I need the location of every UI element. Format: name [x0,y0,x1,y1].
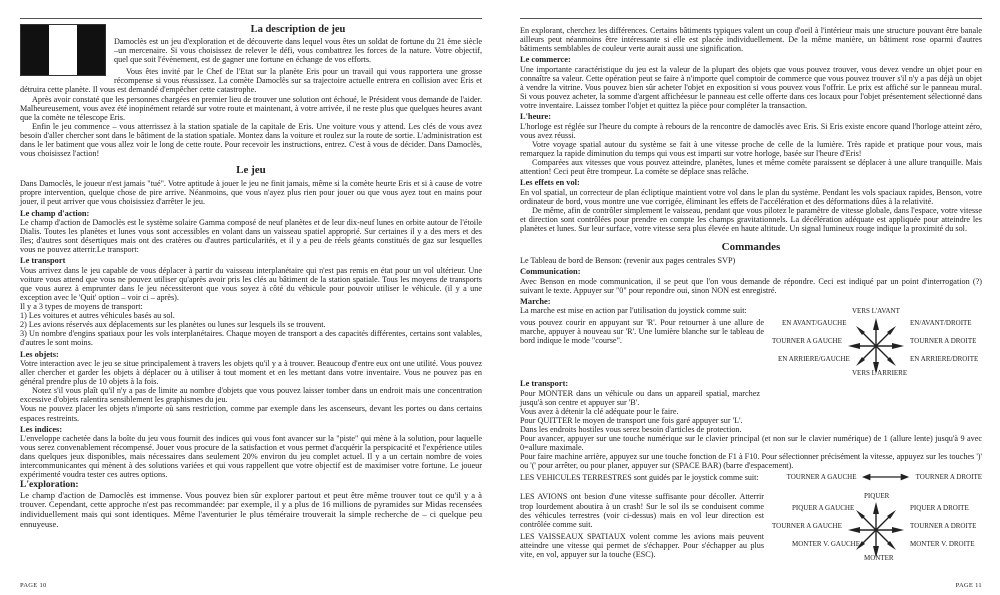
list-item: 1) Les voitures et autres véhicules basés au sol. [20,311,175,321]
dir-downright-label: EN ARRIERE/DROITE [910,355,979,364]
compass-arrows-icon [846,316,906,376]
list-item: 2) Les avions réservés aux déplacements sur les planètes ou lunes sur lesquels ils se trouvent. [20,320,326,330]
walk-direction-diagram [772,307,982,379]
paragraph: Comparées aux vitesses que vous pouvez atteindre, planètes, lunes et même comète paraissent se déplacer à une allure tranquille. Mais attention! Ceci peut être trompeur. La comète se déplace snas relâche. [520,157,982,177]
subheading: Le champ d'action: [20,208,90,218]
transport-list [20,302,482,347]
paragraph: LES AVIONS ont besion d'une vitesse suffisante pour décoller. Atterrir trop lourdement aboutira à un crash! Sur le sol ils se conduisent comme des véhicules terrestres (voir ci-dessus) mais en vol leur direction est contrôlée comme suit. [520,492,764,529]
subheading: Le commerce: [520,55,571,65]
paragraph: Pour avancer, appuyer sur une touche numérique sur le clavier principal (et non sur le clavier numérique) de 1 (allure lente) jusqu'à 9 avec 0=allure maximale. [520,434,982,453]
subheading: Les indices: [20,424,63,434]
dir-right-label: TOURNER A DROITE [910,337,977,346]
paragraph: De même, afin de contrôler simplement le vaisseau, pendant que vous pilotez le paramètre de vitesse globale, dans l'espace, votre vitesse et direction sont contrôlées pour prendre en compte les champs gravitationnels. La décélération adéquate est appliquée pour atteindre les planètes et lunes. Sur leur surface, votre vitesse sera plus élevée en haute altitude. Un signal lumineux rouge indique la proximité du sol. [520,205,982,233]
subheading: Les effets en vol: [520,178,580,188]
paragraph: L'enveloppe cachetée dans la boîte du jeu vous fournit des indices qui vous font avancer sur la "piste" qui mène à la solution, pour laquelle vous serez convenablement récompensé. Jouer vous procure de la satisfaction et vous permet d'acquérir la perspicacité et l'expérience utiles dans quelques jeux disponibles, mais nécessaires dans seulement 20% environ du jeu complet actuel. Il y a un certain nombre de voies intercommunicantes qui mènent à des solutions variées et qui vous rappellent que votre objectif est de maximiser votre fortune. Le joueur expérimenté voudra tester ces autres options. [20,434,482,480]
dir-downleft-label: EN ARRIERE/GAUCHE [778,355,850,364]
paragraph: Le champ d'action de Damoclès est le système solaire Gamma composé de neuf planètes et de leur dix-neuf lunes en orbite autour de l'étoile Dialis. Toutes les planètes et lunes vous sont accessibles en volant dans un vaisseau spatiel approprié. Sur certaines il y a des mers et des îles; d'autres sont désertiques mais ont des cratères ou d'autres particularités, et il y a peu de réels géants constitués de gaz sur lesquelles vous ne pouvez atterrir.Le transport: [20,217,482,255]
paragraph: Pour faire machine arrière, appuyez sur une touche fonction de F1 à F10. Pour sélectionner précisément la vitesse, appuyez sur les touches ')' ou '(' pour arrêter, ou pour planer, appuyer sur (SPACE BAR) (barre d'espacement). [520,452,982,471]
subheading: Marche: [520,296,551,306]
flight-direction-diagram [772,492,982,564]
dir-downleft-label: MONTER V. GAUCHE [792,540,860,549]
left-column [20,24,482,529]
ground-vehicle-row [520,472,982,482]
subheading: Le transport: [520,379,569,389]
top-rule [20,18,482,19]
subheading: Communication: [520,267,581,277]
page-number: PAGE 10 [20,582,47,589]
paragraph: Pour QUITTER le moyen de transport une fois garé appuyer sur 'L'. [520,415,743,425]
compass-arrows-icon [846,500,906,560]
dir-down-label: MONTER [864,554,894,563]
dir-left-label: TOURNER A GAUCHE [772,522,842,531]
veh-right-label: TOURNER A DROITE [915,472,982,481]
list-item: Il y a 3 types de moyens de transport: [20,302,143,312]
paragraph: En vol spatial, un correcteur de plan écliptique maintient votre vol dans le plan du système. Pendant les vols spaciaux rapides, Benson, votre ordinateur de bord, vous montre une vue corrigée, éliminant les effets de l'accélération et des déformations dûes à la relativité. [520,187,982,206]
page-number: PAGE 11 [955,582,982,589]
dir-up-label: PIQUER [864,492,890,501]
paragraph: Vous êtes invité par le Chef de l'Etat sur la planète Eris pour un travail qui vous rapportera une grosse récompense si vous réussissez. La comète Damoclès sur sa trajectoire actuelle entrera en collision avec Eris et détruira cette planète. Il vous est demandé d'empêcher cette catastrophe. [20,67,482,95]
subheading: Les objets: [20,349,59,359]
section-title: Commandes [721,241,781,253]
paragraph: En explorant, cherchez les différences. Certains bâtiments typiques valent un coup d'oeil à l'intérieur mais une structure pouvant être banale ailleurs peut néanmoins être intéressante si elle est placée individuellement. De la même manière, un bâtiment rose oparmi d'autres bâtiments semblables de couleur verte aurait aussi une signification. [520,26,982,54]
paragraph: Dans Damoclès, le joueur n'est jamais "tué". Votre aptitude à jouer le jeu ne finit jamais, même si la comète heurte Eris et si à cause de votre propre intervention, quelque chose de pire arrive. Néanmoins, que vous n'ayez plus rien pour jouer ou que vous ayez tout en mains pour jouer, il peut arriver que vous choisissiez d'arrêter le jeu. [20,179,482,207]
right-column [520,26,982,564]
paragraph: Enfin le jeu commence – vous atterrissez à la station spatiale de la capitale de Eris. Une voiture vous y attend. Les clés de vous avez besoin d'aller chercher sont dans le bâtiment de la station spatiale. Montez dans la voiture et roulez sur la route de sortie. L'administration est dans le ler batiment que vous allez voir le long de cette route. Pour recevoir les instructions, entrez. C'est à vous de décider. Dans Damoclès, vous choisissez l'action! [20,121,482,159]
paragraph: Une importante caractéristique du jeu est la valeur de la plupart des objets que vous pouvez trouver, vous devez vendre un objet pour en connaître sa valeur. Cette opération peut se faire à n'importe quel comptoir de commerce que vous pouvez trouver s'il n'y a pas déjà un objet à vendre la vitrine. Vous pouvez bien sûr acheter l'objet en exposition si vous pouvez vous l'offrir. Le prix est affiché sur le panneau mural. Si vous pouvez acheter, la somme d'argent affichéesur le panneau est celle offerte dans ces locaux pour l'objet présentement sélectionné dans votre inventaire. Laissez tomber l'objet et quittez la pièce pour compléter la transaction. [520,64,982,111]
dir-upleft-label: PIQUER A GAUCHE [792,504,855,513]
paragraph: LES VEHICULES TERRESTRES sont guidés par le joystick comme suit: [520,472,759,482]
flight-block [520,492,982,564]
subheading: Le transport [20,256,66,266]
paragraph: Notez s'il vous plaît qu'il n'y a pas de limite au nombre d'objets que vous pouvez laisser tomber dans un endroit mais une concentration excessive d'objets ralentira sensiblement les graphismes du jeu. [20,386,482,405]
dir-left-label: TOURNER A GAUCHE [772,337,842,346]
dir-upright-label: PIQUER A DROITE [910,504,969,513]
paragraph: Vous avez à détenir la clé adéquate pour le faire. [520,406,679,416]
section-title: La description de jeu [250,24,346,35]
paragraph: vous pouvez courir en appuyant sur 'R'. Pour retourner à une allure de marche, appuyer à nouveau sur 'R'. Une lumière blanche sur le tableau de bord indique le mode "course". [520,318,764,346]
paragraph: L'horloge est réglée sur l'heure du compte à rebours de la rencontre de damoclès avec Eris. Si Eris existe encore quand l'horloge atteint zéro, vous avez réussi. [520,121,982,140]
paragraph: Votre interaction avec le jeu se situe principalement à travers les objets qu'il y a à trouver. Beaucoup d'entre eux ont une utilité. Vous pouvez aller chercher et garder les objets à déplacer ou à utiliser à tout moment et en les mettant dans votre inventaire. Vous ne pouvez pas en général prendre plus de 10 objets à la fois. [20,358,482,387]
paragraph: Votre voyage spatial autour du système se fait à une vitesse proche de celle de la lumière. Très rapide et pratique pour vous, mais remarquez la rapide diminution du temps qui vous est imparti sur votre horloge, basée sur l'heure d'Eris! [520,139,982,158]
paragraph: Après avoir constaté que les personnes chargées en premier lieu de trouver une solution ont échoué, le Président vous demande de l'aider. Malheureusement, vous avez été inopinément retardé sur votre route et maintenant, à votre arrivée, il ne reste plus que quelques heures avant que la comète ne télescope Eris. [20,94,482,122]
paragraph: LES VAISSEAUX SPATIAUX volent comme les avions mais peuvent atteindre une vitesse qui permet de s'échapper. Pour s'échapper au plus vite, en vol, appuyer sur la touche (ESC). [520,531,764,559]
veh-left-label: TOURNER A GAUCHE [786,472,857,481]
left-right-arrow-icon [862,472,909,482]
dir-up-label: VERS L'AVANT [852,307,900,316]
subheading: L'exploration: [20,480,79,491]
right-page [500,0,1000,595]
paragraph: Le Tableau de bord de Benson: (revenir aux pages centrales SVP) [520,256,736,265]
list-item: 3) Un nombre d'engins spatiaux pour les vols interplanétaires. Chaque moyen de transport a des capacités différentes, certains sont valables, d'autres le sont moins. [20,329,482,348]
section-title: Le jeu [236,164,266,177]
dir-downright-label: MONTER V. DROITE [910,540,975,549]
paragraph: Vous arrivez dans le jeu capable de vous déplacer à partir du vaisseau interplanétaire qui n'est pas remis en état pour un vol ultérieur. Une voiture vous attend que vous ne pouvez utiliser qu'après avoir pris les clés au bâtiment de la station spatiale. Tous les moyens de transports que vous aurez à emprunter dans le jeu nécessiteront que vous soyez à côté du véhicule pour pouvoir utiliser le véhicule. (il y a une exception avec le 'Quit' option – voir ci – après). [20,265,482,302]
paragraph: Vous ne pouvez placer les objets n'importe où sans restriction, comme par exemple dans les ascenseurs, devant les portes ou dans certains espaces restreints. [20,404,482,423]
subheading: L'heure: [520,112,552,122]
paragraph: Le champ d'action de Damoclès est immense. Vous pouvez bien sûr explorer partout et peut être même trouver tout ce qu'il y a à trouver. Cependant, cette approche n'est pas recommandée: par exemple, il y a plus de 16 millions de pyramides sur Midas recensées individuellement mais qui sont identiques. Même l'aventurier le plus téméraire trouverait la simple recherche de – ci quelque peu ennuyeuse. [20,489,482,529]
dir-upleft-label: EN AVANT/GAUCHE [782,319,847,328]
paragraph: Damoclès est un jeu d'exploration et de découverte dans lequel vous êtes un soldat de fortune du 21 ème siècle –un mercenaire. Si vous choisissez de relever le défi, vous combattrez les forces de la nature. Votre objectif, quel que soit l'évènement, est de gagner une fortune en échange de vos efforts. [114,37,482,65]
paragraph: La marche est mise en action par l'utilisation du joystick comme suit: [520,306,747,316]
paragraph: Pour MONTER dans un véhicule ou dans un appareil spatial, marchez jusqu'à son centre et appuyer sur 'B'. [520,388,760,407]
paragraph: Dans les endroits hostiles vous serez besoin d'articles de protection. [520,424,742,434]
dir-right-label: TOURNER A DROITE [910,522,977,531]
dir-down-label: VERS L'ARRIERE [852,369,908,378]
damocles-logo [20,24,106,76]
top-rule [520,18,982,19]
dir-upright-label: EN/AVANT/DROITE [910,319,972,328]
paragraph: Avec Benson en mode communication, il se peut que l'on vous demande de répondre. Ceci est indiqué par un point d'interrogation (?) suivant le texte. Appuyer sur "0" pour repondre oui, sinon NON est enregistré. [520,276,982,295]
